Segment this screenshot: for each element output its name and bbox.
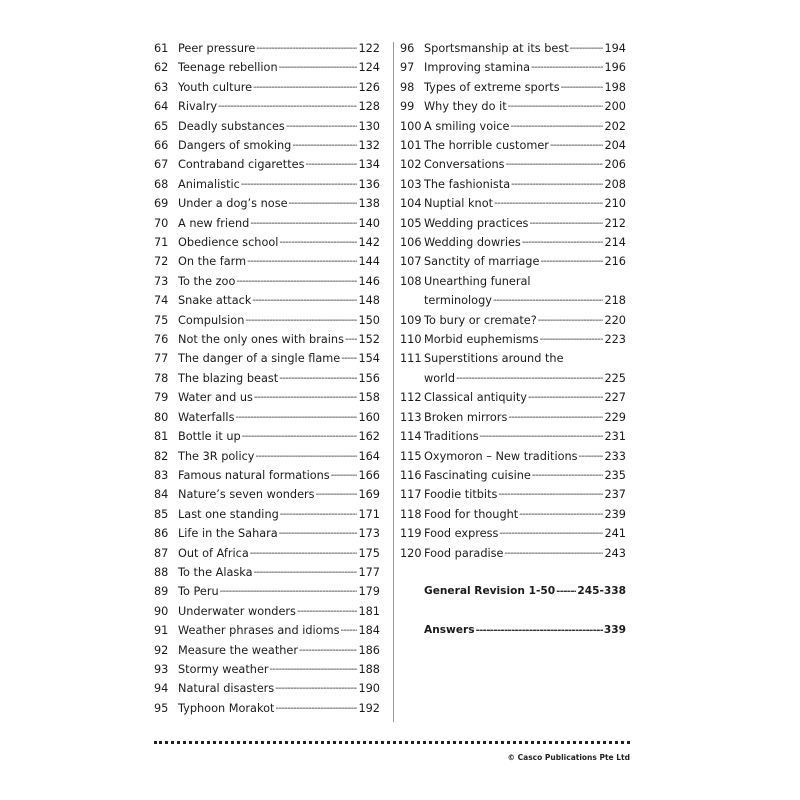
entry-number: 115: [400, 449, 422, 463]
entry-page: 229: [604, 410, 626, 424]
entry-number: 85: [154, 507, 169, 521]
entry-number: 111: [400, 352, 422, 366]
entry-number: 109: [400, 313, 422, 327]
entry-number: 94: [154, 682, 169, 696]
toc-entry: [400, 311, 626, 330]
toc-entry: [154, 427, 380, 446]
toc-entry: [400, 388, 626, 407]
entry-title: Last one standing: [178, 507, 279, 521]
entry-title: Wedding dowries: [424, 236, 521, 250]
copyright-notice: © Casco Publications Pte Ltd: [507, 753, 630, 762]
entry-page: 235: [604, 468, 626, 482]
entry-title: Food for thought: [424, 507, 519, 521]
toc-entry: [154, 641, 380, 660]
entry-page: 184: [358, 624, 380, 638]
entry-page: 212: [604, 216, 626, 230]
entry-number: 107: [400, 255, 422, 269]
entry-title: The blazing beast: [178, 371, 279, 385]
entry-title: The 3R policy: [178, 449, 255, 463]
entry-title: Oxymoron – New traditions: [424, 449, 578, 463]
entry-page: 186: [358, 643, 380, 657]
entry-page: 196: [604, 61, 626, 75]
entry-number: 74: [154, 294, 169, 308]
entry-number: 98: [400, 80, 415, 94]
entry-number: 92: [154, 643, 169, 657]
entry-title: Conversations: [424, 158, 505, 172]
entry-number: 81: [154, 430, 169, 444]
entry-page: 130: [358, 119, 380, 133]
entry-page: 225: [604, 371, 626, 385]
entry-number: 101: [400, 139, 422, 153]
entry-number: 82: [154, 449, 169, 463]
toc-entry: [400, 194, 626, 213]
entry-page: 169: [358, 488, 380, 502]
entry-page: 173: [358, 527, 380, 541]
entry-page: 136: [358, 177, 380, 191]
entry-page: 154: [358, 352, 380, 366]
entry-title: The danger of a single flame: [178, 352, 341, 366]
toc-entry: [400, 252, 626, 271]
toc-entry: [154, 330, 380, 349]
entry-page: 198: [604, 80, 626, 94]
toc-entry: [400, 524, 626, 543]
entry-page: 181: [358, 604, 380, 618]
entry-title: Peer pressure: [178, 41, 256, 55]
entry-number: 84: [154, 488, 169, 502]
entry-title: Natural disasters: [178, 682, 275, 696]
entry-page: 128: [358, 100, 380, 114]
entry-title: Wedding practices: [424, 216, 529, 230]
entry-number: 83: [154, 468, 169, 482]
toc-entry: [400, 214, 626, 233]
toc-entry: [154, 388, 380, 407]
toc-entry: [154, 408, 380, 427]
entry-title: Bottle it up: [178, 430, 241, 444]
entry-title: Snake attack: [178, 294, 252, 308]
entry-title: Under a dog’s nose: [178, 197, 288, 211]
answers-page: 339: [603, 624, 626, 637]
toc-entry: [154, 621, 380, 640]
answers-entry: [400, 621, 626, 640]
general-revision-pages: 245-338: [577, 585, 626, 598]
entry-title: Morbid euphemisms: [424, 333, 539, 347]
toc-entry: [400, 58, 626, 77]
entry-title: To Peru: [178, 585, 219, 599]
entry-title: Measure the weather: [178, 643, 299, 657]
entry-page: 126: [358, 80, 380, 94]
toc-entry: [400, 350, 626, 369]
toc-entry: [154, 699, 380, 718]
entry-title: Classical antiquity: [424, 391, 527, 405]
entry-number: 113: [400, 410, 422, 424]
entry-title: Dangers of smoking: [178, 139, 292, 153]
entry-title: On the farm: [178, 255, 247, 269]
toc-entry: [154, 252, 380, 271]
entry-page: 200: [604, 100, 626, 114]
entry-page: 220: [604, 313, 626, 327]
entry-title-continued: terminology: [424, 294, 492, 308]
toc-entry: [400, 485, 626, 504]
entry-page: 124: [358, 61, 380, 75]
entry-number: 105: [400, 216, 422, 230]
entry-number: 75: [154, 313, 169, 327]
toc-entry: [154, 485, 380, 504]
entry-page: 216: [604, 255, 626, 269]
toc-entry: [154, 78, 380, 97]
entry-page: 190: [358, 682, 380, 696]
toc-entry: [154, 194, 380, 213]
entry-title: The horrible customer: [424, 139, 549, 153]
entry-number: 110: [400, 333, 422, 347]
entry-page: 140: [358, 216, 380, 230]
entry-number: 63: [154, 80, 169, 94]
entry-number: 78: [154, 371, 169, 385]
entry-title: Foodie titbits: [424, 488, 498, 502]
toc-left-column: [154, 39, 380, 718]
toc-entry: [154, 233, 380, 252]
entry-page: 134: [358, 158, 380, 172]
entry-title: Life in the Sahara: [178, 527, 278, 541]
column-divider: [393, 42, 394, 722]
entry-page: 241: [604, 527, 626, 541]
entry-number: 93: [154, 662, 169, 676]
entry-page: 162: [358, 430, 380, 444]
entry-number: 103: [400, 177, 422, 191]
entry-page: 146: [358, 274, 380, 288]
entry-page: 138: [358, 197, 380, 211]
entry-title: To the zoo: [178, 274, 236, 288]
entry-number: 80: [154, 410, 169, 424]
entry-title: Youth culture: [178, 80, 253, 94]
footer-dotted-rule: [154, 741, 630, 744]
entry-title: Famous natural formations: [178, 468, 330, 482]
entry-page: 148: [358, 294, 380, 308]
entry-number: 86: [154, 527, 169, 541]
entry-title: Nuptial knot: [424, 197, 494, 211]
entry-title: Teenage rebellion: [178, 61, 278, 75]
entry-number: 77: [154, 352, 169, 366]
toc-entry: [154, 272, 380, 291]
toc-entry-continued: [400, 291, 626, 310]
entry-number: 95: [154, 701, 169, 715]
entry-title: Superstitions around the: [424, 352, 564, 366]
entry-title: Sportsmanship at its best: [424, 41, 569, 55]
entry-title: Broken mirrors: [424, 410, 508, 424]
entry-number: 118: [400, 507, 422, 521]
toc-entry: [154, 369, 380, 388]
entry-title: The fashionista: [424, 177, 511, 191]
entry-number: 99: [400, 100, 415, 114]
entry-page: 202: [604, 119, 626, 133]
entry-title: Obedience school: [178, 236, 279, 250]
entry-title: To bury or cremate?: [424, 313, 537, 327]
entry-page: 223: [604, 333, 626, 347]
entry-page: 150: [358, 313, 380, 327]
entry-number: 96: [400, 41, 415, 55]
entry-number: 108: [400, 274, 422, 288]
entry-title: Deadly substances: [178, 119, 285, 133]
entry-title: Stormy weather: [178, 662, 269, 676]
toc-entry: [154, 544, 380, 563]
entry-page: 179: [358, 585, 380, 599]
entry-title-continued: world: [424, 371, 456, 385]
entry-page: 206: [604, 158, 626, 172]
entry-title: Weather phrases and idioms: [178, 624, 340, 638]
entry-title: Fascinating cuisine: [424, 468, 531, 482]
toc-entry: [154, 136, 380, 155]
entry-title: To the Alaska: [178, 565, 253, 579]
entry-number: 97: [400, 61, 415, 75]
entry-page: 177: [358, 565, 380, 579]
entry-title: Food paradise: [424, 546, 504, 560]
entry-number: 69: [154, 197, 169, 211]
entry-number: 71: [154, 236, 169, 250]
entry-number: 66: [154, 139, 169, 153]
entry-title: Why they do it: [424, 100, 507, 114]
toc-entry: [154, 447, 380, 466]
toc-entry: [154, 563, 380, 582]
entry-number: 72: [154, 255, 169, 269]
entry-number: 106: [400, 236, 422, 250]
toc-entry: [400, 544, 626, 563]
toc-entry: [154, 291, 380, 310]
entry-number: 61: [154, 41, 169, 55]
toc-right-entries: [400, 39, 626, 563]
general-revision-entry: [400, 582, 626, 601]
entry-number: 64: [154, 100, 169, 114]
entry-title: Underwater wonders: [178, 604, 296, 618]
toc-entry: [154, 505, 380, 524]
entry-title: Typhoon Morakot: [178, 701, 275, 715]
toc-entry: [400, 505, 626, 524]
entry-page: 166: [358, 468, 380, 482]
toc-entry: [400, 272, 626, 291]
toc-entry: [400, 408, 626, 427]
toc-entry: [154, 155, 380, 174]
toc-entry: [400, 136, 626, 155]
toc-entry: [154, 311, 380, 330]
toc-entry: [400, 97, 626, 116]
entry-number: 119: [400, 527, 422, 541]
entry-number: 100: [400, 119, 422, 133]
toc-entry: [400, 330, 626, 349]
entry-title: Water and us: [178, 391, 253, 405]
toc-entry: [154, 39, 380, 58]
entry-title: Waterfalls: [178, 410, 235, 424]
toc-entry: [400, 117, 626, 136]
toc-entry: [154, 660, 380, 679]
entry-page: 192: [358, 701, 380, 715]
toc-entry: [400, 466, 626, 485]
entry-page: 214: [604, 236, 626, 250]
entry-page: 171: [358, 507, 380, 521]
entry-number: 62: [154, 61, 169, 75]
entry-page: 164: [358, 449, 380, 463]
toc-entry: [400, 78, 626, 97]
entry-number: 68: [154, 177, 169, 191]
entry-title: Traditions: [424, 430, 479, 444]
entry-page: 210: [604, 197, 626, 211]
toc-entry: [154, 466, 380, 485]
entry-number: 90: [154, 604, 169, 618]
toc-entry: [400, 39, 626, 58]
toc-entry: [154, 97, 380, 116]
toc-entry: [400, 427, 626, 446]
entry-page: 144: [358, 255, 380, 269]
entry-page: 122: [358, 41, 380, 55]
entry-page: 231: [604, 430, 626, 444]
entry-number: 87: [154, 546, 169, 560]
answers-label: Answers: [424, 624, 475, 637]
entry-page: 160: [358, 410, 380, 424]
toc-entry: [154, 602, 380, 621]
toc-entry-continued: [400, 369, 626, 388]
entry-title: A new friend: [178, 216, 250, 230]
entry-number: 104: [400, 197, 422, 211]
entry-page: 227: [604, 391, 626, 405]
entry-title: Sanctity of marriage: [424, 255, 540, 269]
entry-number: 76: [154, 333, 169, 347]
entry-title: Types of extreme sports: [424, 80, 560, 94]
entry-number: 67: [154, 158, 169, 172]
toc-entry: [154, 214, 380, 233]
entry-title: Food express: [424, 527, 499, 541]
entry-page: 158: [358, 391, 380, 405]
entry-page: 132: [358, 139, 380, 153]
toc-entry: [154, 350, 380, 369]
toc-entry: [154, 117, 380, 136]
entry-number: 70: [154, 216, 169, 230]
toc-entry: [400, 175, 626, 194]
entry-page: 204: [604, 139, 626, 153]
entry-number: 120: [400, 546, 422, 560]
entry-number: 91: [154, 624, 169, 638]
entry-number: 116: [400, 468, 422, 482]
entry-number: 102: [400, 158, 422, 172]
entry-number: 114: [400, 430, 422, 444]
entry-page: 194: [604, 41, 626, 55]
entry-number: 65: [154, 119, 169, 133]
entry-page: 175: [358, 546, 380, 560]
entry-title: Animalistic: [178, 177, 240, 191]
toc-entry: [400, 447, 626, 466]
entry-title: Not the only ones with brains: [178, 333, 344, 347]
entry-number: 79: [154, 391, 169, 405]
toc-entry: [400, 155, 626, 174]
entry-title: Contraband cigarettes: [178, 158, 305, 172]
general-revision-label: General Revision 1-50: [424, 585, 556, 598]
entry-number: 117: [400, 488, 422, 502]
entry-title: Rivalry: [178, 100, 218, 114]
entry-title: Improving stamina: [424, 61, 531, 75]
entry-page: 142: [358, 236, 380, 250]
entry-title: Nature’s seven wonders: [178, 488, 315, 502]
toc-entry: [154, 58, 380, 77]
toc-entry: [400, 233, 626, 252]
entry-page: 233: [604, 449, 626, 463]
toc-entry: [154, 524, 380, 543]
entry-title: Compulsion: [178, 313, 245, 327]
toc-entry: [154, 679, 380, 698]
entry-page: 208: [604, 177, 626, 191]
entry-page: 188: [358, 662, 380, 676]
entry-title: Out of Africa: [178, 546, 249, 560]
entry-title: A smiling voice: [424, 119, 510, 133]
entry-number: 112: [400, 391, 422, 405]
entry-title: Unearthing funeral: [424, 274, 531, 288]
toc-right-column: [400, 39, 626, 641]
entry-page: 156: [358, 371, 380, 385]
entry-number: 88: [154, 565, 169, 579]
toc-entry: [154, 175, 380, 194]
entry-page: 237: [604, 488, 626, 502]
entry-page: 152: [358, 333, 380, 347]
entry-number: 89: [154, 585, 169, 599]
entry-page: 243: [604, 546, 626, 560]
entry-page: 218: [604, 294, 626, 308]
toc-entry: [154, 582, 380, 601]
entry-number: 73: [154, 274, 169, 288]
entry-page: 239: [604, 507, 626, 521]
